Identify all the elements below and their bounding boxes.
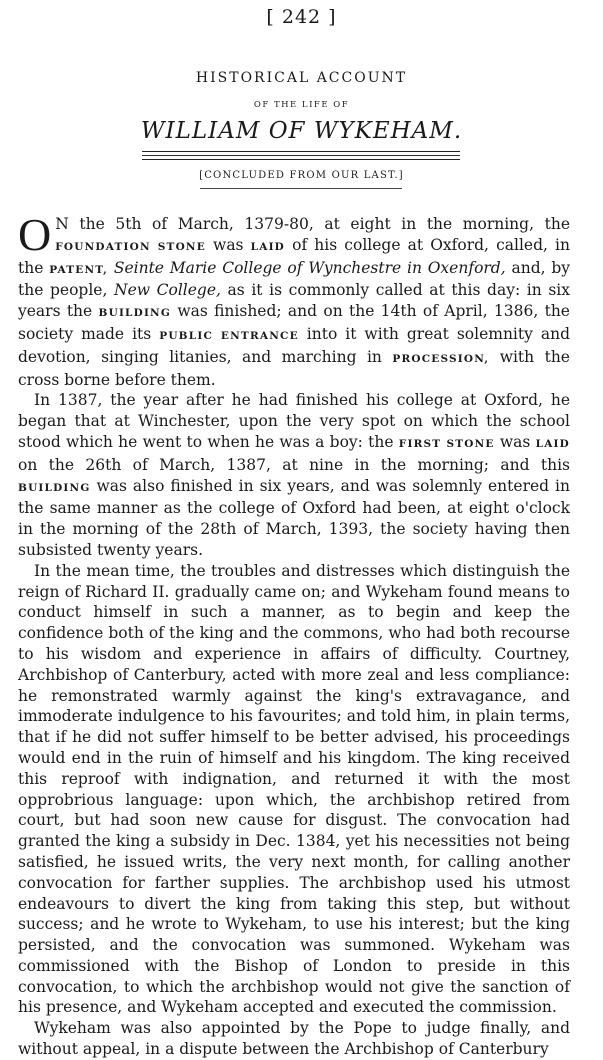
text-run: was finished; and on the 14th of April, 1386, the society made its <box>18 302 570 343</box>
title-rule-top <box>142 151 460 152</box>
text-run: as it is commonly called at this day: in six years the <box>18 281 570 321</box>
italic-run: New College, <box>114 281 221 300</box>
title-rule-middle <box>142 155 460 156</box>
text-run: was <box>205 235 251 254</box>
paragraph-1 <box>18 209 571 390</box>
drop-cap: O <box>18 209 52 260</box>
small-caps-run: BUILDING <box>98 307 172 320</box>
text-run: with the cross borne before them. <box>18 347 570 389</box>
article-body <box>18 209 571 1060</box>
paragraph-4: Wykeham was also appointed by the Pope to judge finally, and without appeal, in a dispute between the Archbishop of Canterbury <box>18 1019 570 1059</box>
small-caps-run: LAID <box>535 437 570 450</box>
text-run: N the 5th of March, 1379-80, at eight in the morning, the <box>55 215 570 233</box>
paragraph-3: In the mean time, the troubles and distresses which distinguish the reign of Richard II. gradually came on; and Wykeham found means to conduct himself in such a manner, as to begin and keep the confidence both of the king and the commons, who had both recourse to his wisdom and experience in affairs of difficulty. Courtney, Archbishop of Canterbury, acted with more zeal and less compliance: he remonstrated warmly against the king's extravagance, and immoderate indulgence to his favourites; and told him, in plain terms, that if he did not suffer himself to be better advised, his proceedings would end in the ruin of himself and his kingdom. The king received this reproof with indignation, and returned it with the most opprobrious language: upon which, the archbishop retired from court, but had soon new cause for disgust. The convocation had granted the king a subsidy in Dec. 1384, yet his necessities not being satisfied, he issued writs, the very next month, for calling another convocation for farther supplies. The archbishop used his utmost endeavours to divert the king from taking this step, but without success; and he wrote to Wykeham, to use his interest; but the king persisted, and the convocation was summoned. Wykeham was commissioned with the Bishop of London to preside in this convocation, to which the archbishop would not give the sanction of his presence, and Wykeham accepted and executed the commission. <box>18 561 570 1017</box>
small-caps-run: PATENT, <box>49 263 109 276</box>
small-caps-run: BUILDING <box>18 481 91 494</box>
running-title: HISTORICAL ACCOUNT <box>195 70 408 86</box>
text-run: and, by the people, <box>18 258 571 300</box>
text-run: on the 26th of March, 1387, at nine in the morning; and this <box>18 455 570 474</box>
text-run: was <box>494 432 536 451</box>
italic-run: Seinte Marie College of Wynchestre in Oxenford, <box>113 258 506 277</box>
text-run: was also finished in six years, and was solemnly entered in the same manner as the college of Oxford had been, at eight o'clock in the morning of the 28th of March, 1393, the society having then subsisted twenty years. <box>18 476 570 559</box>
note-rule <box>200 188 402 189</box>
running-subtitle: OF THE LIFE OF <box>253 100 350 110</box>
small-caps-run: LAID <box>250 240 285 253</box>
article-title: WILLIAM OF WYKEHAM. <box>140 118 463 144</box>
title-rule-bottom <box>142 159 460 160</box>
page-number: [ 242 ] <box>266 6 337 28</box>
small-caps-run: FIRST STONE <box>398 437 495 450</box>
text-run: of his college at Oxford, called, in the <box>18 235 570 277</box>
small-caps-run: PROCESSION, <box>392 352 490 365</box>
small-caps-run: PUBLIC ENTRANCE <box>159 329 299 342</box>
text-run: into it with great solemnity and devotion, singing litanies, and marching in <box>18 324 570 366</box>
paragraph-2 <box>18 390 570 560</box>
text-run: In 1387, the year after he had finished his college at Oxford, he began that at Winchester, upon the very spot on which the school stood which he went to when he was a boy: the <box>18 391 570 451</box>
continuation-note: [CONCLUDED FROM OUR LAST.] <box>199 170 404 181</box>
small-caps-run: FOUNDATION STONE <box>55 240 206 253</box>
